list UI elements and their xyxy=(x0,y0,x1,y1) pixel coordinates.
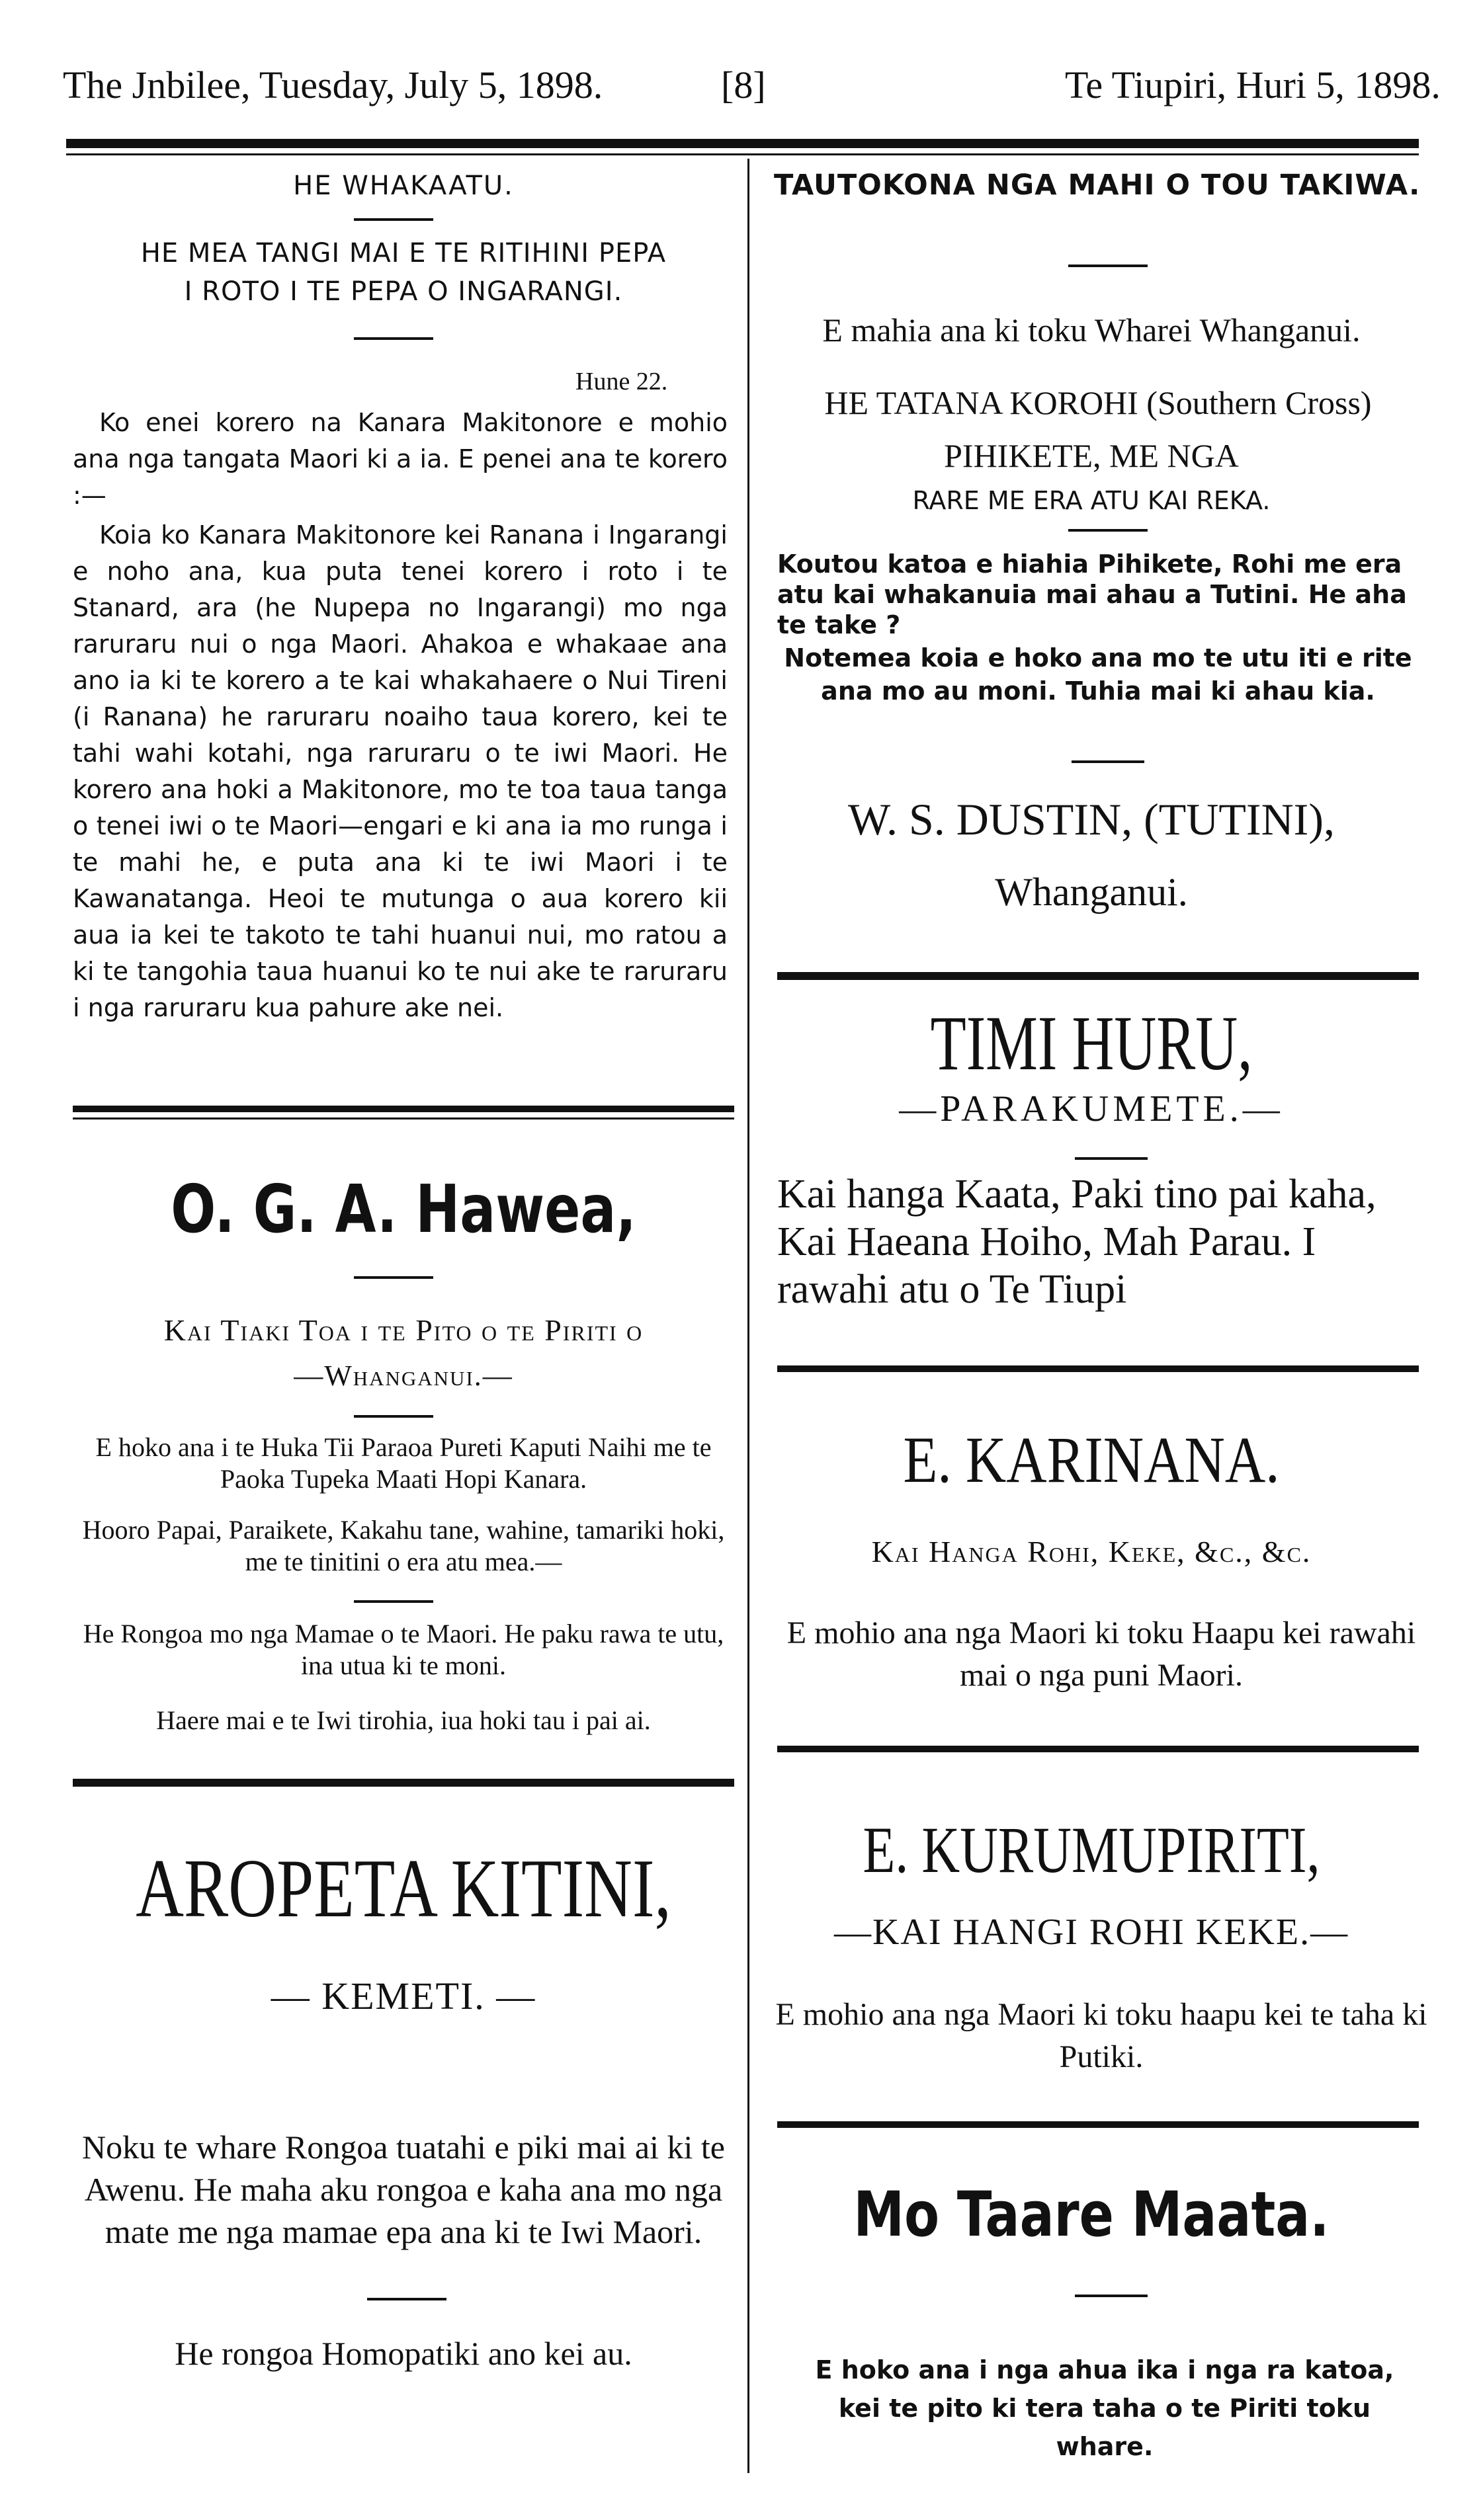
divider xyxy=(1072,760,1144,763)
column-divider xyxy=(747,159,749,2473)
tautokona-line: PIHIKETE, ME NGA xyxy=(944,437,1239,474)
taare-paragraph: E hoko ana i nga ahua ika i nga ra katoa, kei te pito ki tera taha o te Piriti toku whare. xyxy=(815,2355,1394,2461)
kitini-paragraph: He rongoa Homopatiki ano kei au. xyxy=(175,2335,632,2372)
divider xyxy=(1068,264,1148,267)
taare-title: Mo Taare Maata. xyxy=(853,2179,1330,2251)
divider xyxy=(354,218,433,221)
hawea-paragraph: E hoko ana i te Huka Tii Paraoa Pureti Kaputi Naihi me te Paoka Tupeka Maati Hopi Kanara. xyxy=(95,1432,712,1494)
timi-subtitle: —PARAKUMETE.— xyxy=(899,1088,1284,1129)
divider xyxy=(354,337,433,340)
kurumupiriti-title: E. KURUMUPIRITI, xyxy=(863,1813,1320,1887)
divider xyxy=(1068,529,1148,532)
hawea-paragraph: Haere mai e te Iwi tirohia, iua hoki tau i pai ai. xyxy=(156,1705,651,1735)
notice-paragraph: Ko enei korero na Kanara Makitonore e mohio ana nga tangata Maori ki a ia. E penei ana te korero :— xyxy=(73,408,728,510)
tautokona-line: HE TATANA KOROHI (Southern Cross) xyxy=(824,384,1372,421)
hawea-paragraph: He Rongoa mo nga Mamae o te Maori. He paku rawa te utu, ina utua ki te moni. xyxy=(83,1619,724,1680)
section-rule xyxy=(777,1365,1419,1372)
divider xyxy=(1075,2295,1148,2297)
divider xyxy=(354,1415,433,1418)
section-rule xyxy=(777,1746,1419,1752)
tautokona-line: RARE ME ERA ATU KAI REKA. xyxy=(912,486,1271,515)
page-number: [8] xyxy=(721,63,766,106)
section-rule xyxy=(777,2121,1419,2128)
hawea-paragraph: Hooro Papai, Paraikete, Kakahu tane, wahine, tamariki hoki, me te tinitini o era atu mea.— xyxy=(82,1515,725,1576)
karinana-subtitle: Kai Hanga Rohi, Keke, &c., &c. xyxy=(871,1535,1312,1568)
hawea-title: O. G. A. Hawea, xyxy=(171,1170,636,1248)
notice-title: HE WHAKAATU. xyxy=(293,171,514,201)
timi-paragraph: Kai hanga Kaata, Paki tino pai kaha, Kai Haeana Hoiho, Mah Parau. I rawahi atu o Te Tiupi xyxy=(777,1172,1376,1312)
hawea-line: Kai Tiaki Toa i te Pito o te Piriti o xyxy=(163,1313,644,1347)
divider xyxy=(354,1276,433,1279)
notice-subtitle: HE MEA TANGI MAI E TE RITIHINI PEPA xyxy=(140,238,667,268)
notice-date: Hune 22. xyxy=(575,368,668,395)
tautokona-line: E mahia ana ki toku Wharei Whanganui. xyxy=(822,311,1361,348)
header-rule-thin xyxy=(66,153,1419,155)
dustin-place: Whanganui. xyxy=(995,870,1188,914)
kurumupiriti-subtitle: —KAI HANGI ROHI KEKE.— xyxy=(833,1912,1349,1953)
header-rule xyxy=(66,139,1419,148)
notice-subtitle-2: I ROTO I TE PEPA O INGARANGI. xyxy=(184,276,623,307)
divider xyxy=(1075,1157,1148,1160)
section-rule-thin xyxy=(73,1118,734,1119)
tautokona-title: TAUTOKONA NGA MAHI O TOU TAKIWA. xyxy=(774,169,1421,202)
divider xyxy=(367,2298,446,2300)
karinana-title: E. KARINANA. xyxy=(903,1423,1280,1496)
tautokona-paragraph: Notemea koia e hoko ana mo te utu iti e rite ana mo au moni. Tuhia mai ki ahau kia. xyxy=(784,643,1412,706)
kitini-title: AROPETA KITINI, xyxy=(136,1843,671,1935)
running-header-right: Te Tiupiri, Huri 5, 1898. xyxy=(1065,63,1441,106)
section-rule xyxy=(73,1106,734,1112)
divider xyxy=(354,1600,433,1603)
timi-title: TIMI HURU, xyxy=(930,1000,1253,1086)
section-rule xyxy=(777,972,1419,980)
hawea-place: —Whanganui.— xyxy=(294,1360,513,1392)
tautokona-paragraph: Koutou katoa e hiahia Pihikete, Rohi me era atu kai whakanuia mai ahau a Tutini. He aha te take ? xyxy=(777,549,1407,639)
karinana-paragraph: E mohio ana nga Maori ki toku Haapu kei rawahi mai o nga puni Maori. xyxy=(786,1615,1416,1693)
dustin-name: W. S. DUSTIN, (TUTINI), xyxy=(848,794,1335,844)
kitini-paragraph: Noku te whare Rongoa tuatahi e piki mai ai ki te Awenu. He maha aku rongoa e kaha ana mo nga mate me nga mamae epa ana ki te Iwi Maori. xyxy=(82,2129,725,2250)
running-header-left: The Jnbilee, Tuesday, July 5, 1898. xyxy=(63,63,603,106)
kitini-subtitle: — KEMETI. — xyxy=(271,1974,536,2017)
kurumupiriti-paragraph: E mohio ana nga Maori ki toku haapu kei te taha ki Putiki. xyxy=(775,1997,1427,2074)
section-rule xyxy=(73,1779,734,1787)
notice-paragraph: Koia ko Kanara Makitonore kei Ranana i Ingarangi e noho ana, kua puta tenei korero i roto i te Stanard, ara (he Nupepa no Ingarangi) mo nga raruraru nui o nga Maori. Ahakoa e whakaae ana ano ia ki te korero a te kai whakahaere o Nui Tireni (i Ranana) he raruraru noaiho taua korero, kei te tahi wahi kotahi, nga raruraru o te iwi Maori. He korero ana hoki a Makitonore, mo te toa taua tanga o tenei iwi o te Maori—engari e ki ana ia mo runga i te mahi he, e puta ana ki te iwi Maori i te Kawanatanga. Heoi te mutunga o aua korero kii aua ia kei te takoto te tahi huanui nui, mo ratou a ki te tangohia taua huanui ko te nui ake te raruraru i nga raruraru kua pahure ake nei. xyxy=(73,520,728,1022)
